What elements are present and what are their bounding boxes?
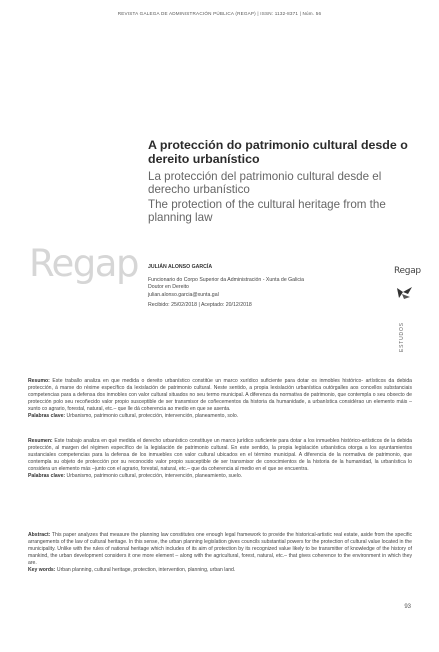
keywords-label: Palabras clave: [28,473,66,480]
section-label [399,312,409,352]
abstract-english [28,532,412,575]
keywords-label: Key words: [28,567,56,574]
keywords-label: Palabras clave: [28,413,66,420]
journal-header: REVISTA GALEGA DE ADMINISTRACIÓN PÚBLICA (REGAP) | ISSN: 1132-8371 | Núm. 56 [117,11,322,16]
abstract-text: Este trabajo analiza en qué medida el derecho urbanístico constituye un marco jurídico suficiente para dotar a los inmuebles histórico-artísticos de la debida protección, al margen del régimen específico de la legislación de patrimonio cultural. En este sentido, la propia legislación urbanística otorga a los ayuntamientos sustanciales competencias para la defensa de los inmuebles con valor cultural ubicados en el término municipal. A diferencia de la normativa de patrimonio, que contempla su objeto de protección por su reconocido valor propio susceptible de ser transmisor de conocimientos de la historia de la humanidad, la urbanística lo considera un elemento más –junto con el agrario, forestal, natural, etc.– que da coherencia al medio en el que se encuentra. [28,438,412,473]
title-spanish: La protección del patrimonio cultural desde el derecho urbanístico [148,170,382,196]
author-block [148,264,368,309]
keywords-text: Urbanismo, patrimonio cultural, protección, intervención, planeamiento, suelo. [66,473,243,480]
regap-logo-small: Regap [394,266,421,276]
author-affiliation: Funcionario do Corpo Superior da Administración - Xunta de Galicia [148,277,304,284]
abstract-galician [28,378,412,421]
regap-logo-large: Regap [29,242,138,285]
title-block [148,138,418,224]
section-text: ESTUDOS [399,322,405,352]
author-name: JULIÁN ALONSO GARCÍA [148,264,213,270]
abstract-text: This paper analyzes that measure the planning law constitutes one enough legal framework to provide the historical-artistic real estate, aside from the specific arrangements of the law of cultural heritage. In this sense, the urban planning legislation gives councils substantial powers for the protection of cultural value located in the municipality. Unlike with the rules of national heritage which includes of its aim of protection by its recognized value likely to be transmitter of knowledge of the history of mankind, the urban development considers it one more element – along with the agricultural, forest, natural, etc.– that gives coherence to the environment in which they are. [28,532,412,567]
received-accepted-dates: Recibido: 25/02/2018 | Aceptado: 20/12/2018 [148,301,252,308]
author-degree: Doutor en Dereito [148,284,189,291]
abstract-text: Este traballo analiza en que medida o dereito urbanístico constitúe un marco xurídico suficiente para dotar os inmobles histórico- artísticos da debida protección, á marxe do réxime específico da lexislación de patrimonio cultural. Neste sentido, a propia lexislación urbanística outórgalles aos concellos substanciais competencias para a defensa dos inmobles con valor cultural situados no seu termo municipal. A diferenza da normativa de patrimonio, que contempla o seu obxecto de protección polo seu recoñecido valor propio susceptible de ser transmisor de coñecementos da historia da humanidade, a urbanística considérao un elemento máis –xunto co agrario, forestal, natural, etc.– que lle dá coherencia ao medio en que se asenta. [28,378,412,413]
title-galician: A protección do patrimonio cultural desde o dereito urbanístico [148,138,408,166]
title-english: The protection of the cultural heritage from the planning law [148,198,386,224]
abstract-label: Resumen: [28,438,53,444]
page-number: 93 [404,604,411,610]
keywords-text: Urban planning, cultural heritage, protection, intervention, planning, urban land. [56,567,236,574]
regap-emblem-icon [396,286,414,300]
abstract-spanish [28,438,412,481]
keywords-text: Urbanismo, patrimonio cultural, protección, intervención, planeamento, solo. [66,413,239,420]
author-email[interactable]: julian.alonso.garcia@xunta.gal [148,291,219,298]
abstract-label: Abstract: [28,532,51,538]
abstract-label: Resumo: [28,378,50,384]
